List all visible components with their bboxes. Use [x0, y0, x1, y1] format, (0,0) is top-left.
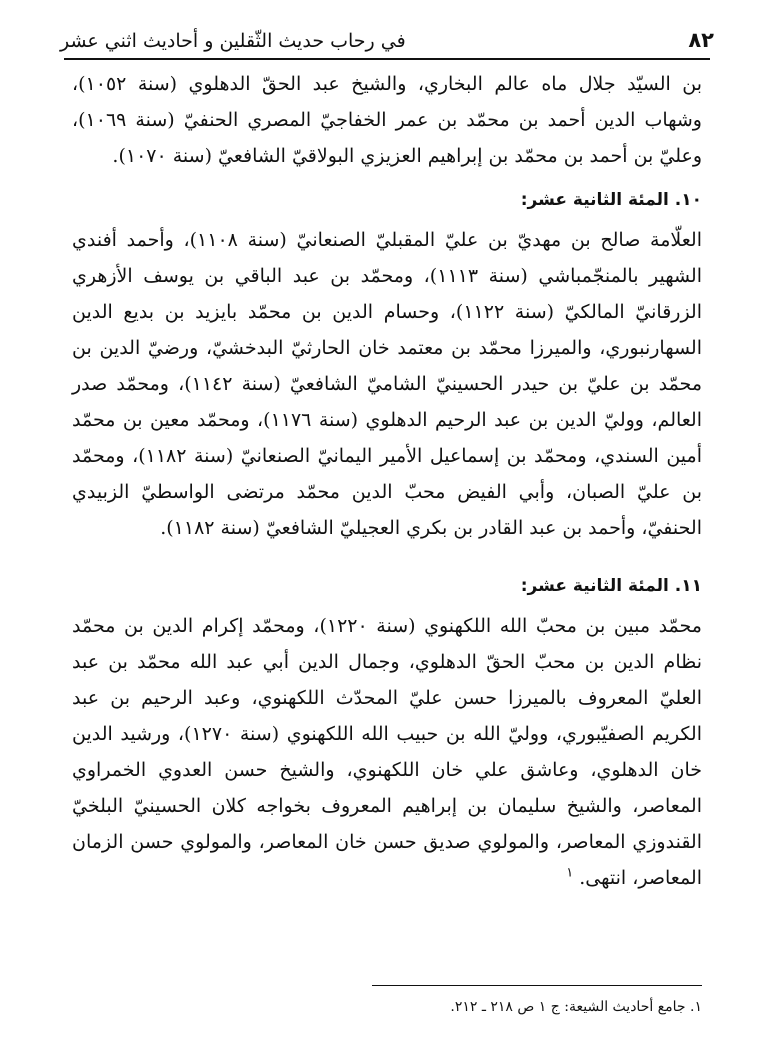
footnote-marker: ١	[566, 865, 574, 881]
footnote-divider	[372, 985, 702, 986]
main-text	[72, 66, 702, 896]
section-paragraph-11-text: محمّد مبين بن محبّ الله اللكهنوي (سنة ١٢٢٠)، ومحمّد إكرام الدين بن محمّد نظام الدين بن محبّ الحقّ الدهلوي، وجمال الدين أبي عبد الله محمّد بن عبد العليّ المعروف بالميرزا حسن عليّ المحدّث اللكهنوي، وعبد الرحيم بن عبد الكريم الصفيّبوري، ووليّ الله بن حبيب الله اللكهنوي (سنة ١٢٧٠)، ورشيد الدين خان الدهلوي، وعاشق علي خان اللكهنوي، والشيخ حسن العدوي الخمراوي المعاصر، والشيخ سليمان بن إبراهيم المعروف بخواجه كلان الحسينيّ البلخيّ القندوزي المعاصر، والمولوي صديق حسن خان المعاصر، والمولوي حسن الزمان المعاصر، انتهى.	[72, 615, 702, 889]
section-paragraph-11	[72, 608, 702, 896]
header-divider	[64, 58, 710, 60]
page-number: ٨٢	[688, 28, 714, 52]
section-heading-11: ١١. المئة الثانية عشر:	[520, 576, 702, 596]
section-paragraph-10: العلّامة صالح بن مهديّ بن عليّ المقبليّ الصنعانيّ (سنة ١١٠٨)، وأحمد أفندي الشهير بالمنجّمباشي (سنة ١١١٣)، ومحمّد بن عبد الباقي بن يوسف الأزهري الزرقانيّ المالكيّ (سنة ١١٢٢)، وحسام الدين بن محمّد بايزيد بن بديع الدين السهارنبوري، والميرزا محمّد بن معتمد خان الحارثيّ البدخشيّ، ورضيّ الدين بن محمّد بن عليّ بن حيدر الحسينيّ الشاميّ الشافعيّ (سنة ١١٤٢)، ومحمّد صدر العالم، ووليّ الدين بن عبد الرحيم الدهلوي (سنة ١١٧٦)، ومحمّد معين بن محمّد أمين السندي، ومحمّد بن إسماعيل الأمير اليمانيّ الصنعانيّ (سنة ١١٨٢)، ومحمّد بن عليّ الصبان، وأبي الفيض محبّ الدين محمّد مرتضى الواسطيّ الزبيدي الحنفيّ، وأحمد بن عبد القادر بن بكري العجيليّ الشافعيّ (سنة ١١٨٢).	[72, 229, 703, 539]
page-header	[60, 18, 714, 52]
section-heading-10: ١٠. المئة الثانية عشر:	[520, 190, 702, 210]
footnote: ١. جامع أحاديث الشيعة: ج ١ ص ٢١٨ ـ ٢١٢.	[450, 999, 702, 1015]
running-title: في رحاب حديث الثّقلين و أحاديث اثني عشر	[60, 30, 406, 52]
intro-paragraph: بن السيّد جلال ماه عالم البخاري، والشيخ عبد الحقّ الدهلوي (سنة ١٠٥٢)، وشهاب الدين أحمد بن محمّد بن عمر الخفاجيّ المصري الحنفيّ (سنة ١٠٦٩)، وعليّ بن أحمد بن محمّد بن إبراهيم العزيزي البولاقيّ الشافعيّ (سنة ١٠٧٠).	[72, 73, 702, 167]
